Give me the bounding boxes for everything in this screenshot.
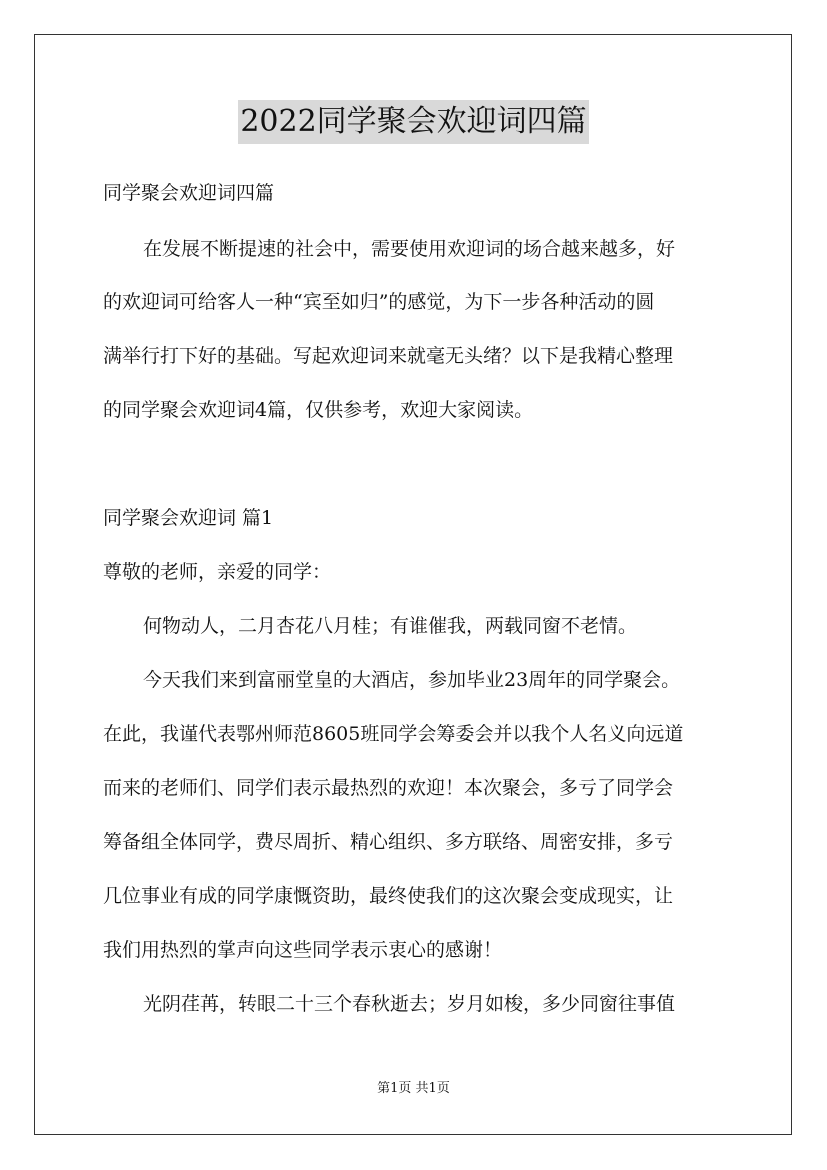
document-subtitle: 同学聚会欢迎词四篇 <box>103 182 275 204</box>
paragraph-line-2: 在此，我谨代表鄂州师范8605班同学会筹委会并以我个人名义向远道 <box>103 723 684 745</box>
intro-line-3: 满举行打下好的基础。写起欢迎词来就毫无头绪？以下是我精心整理 <box>103 345 674 367</box>
paragraph-line-3: 而来的老师们、同学们表示最热烈的欢迎！本次聚会，多亏了同学会 <box>103 777 674 799</box>
salutation: 尊敬的老师，亲爱的同学： <box>103 561 332 583</box>
intro-line-2: 的欢迎词可给客人一种“宾至如归”的感觉，为下一步各种活动的圆 <box>103 291 655 313</box>
paragraph-line-5: 几位事业有成的同学康慨资助，最终使我们的这次聚会变成现实，让 <box>103 885 674 907</box>
paragraph-line-6: 我们用热烈的掌声向这些同学表示衷心的感谢！ <box>103 939 503 961</box>
paragraph3-line-1: 光阴荏苒，转眼二十三个春秋逝去；岁月如梭，多少同窗往事值 <box>143 993 676 1015</box>
section-heading: 同学聚会欢迎词 篇1 <box>103 507 274 529</box>
page-footer: 第1页 共1页 <box>377 1081 450 1096</box>
paragraph-line-4: 筹备组全体同学，费尽周折、精心组织、多方联络、周密安排，多亏 <box>103 831 674 853</box>
intro-line-1: 在发展不断提速的社会中，需要使用欢迎词的场合越来越多，好 <box>143 238 676 260</box>
title-container <box>0 100 827 144</box>
document-title: 2022同学聚会欢迎词四篇 <box>238 100 588 144</box>
intro-line-4: 的同学聚会欢迎词4篇，仅供参考，欢迎大家阅读。 <box>103 399 534 421</box>
verse-line: 何物动人，二月杏花八月桂；有谁催我，两载同窗不老情。 <box>143 615 638 637</box>
paragraph-line-1: 今天我们来到富丽堂皇的大酒店，参加毕业23周年的同学聚会。 <box>143 669 681 691</box>
